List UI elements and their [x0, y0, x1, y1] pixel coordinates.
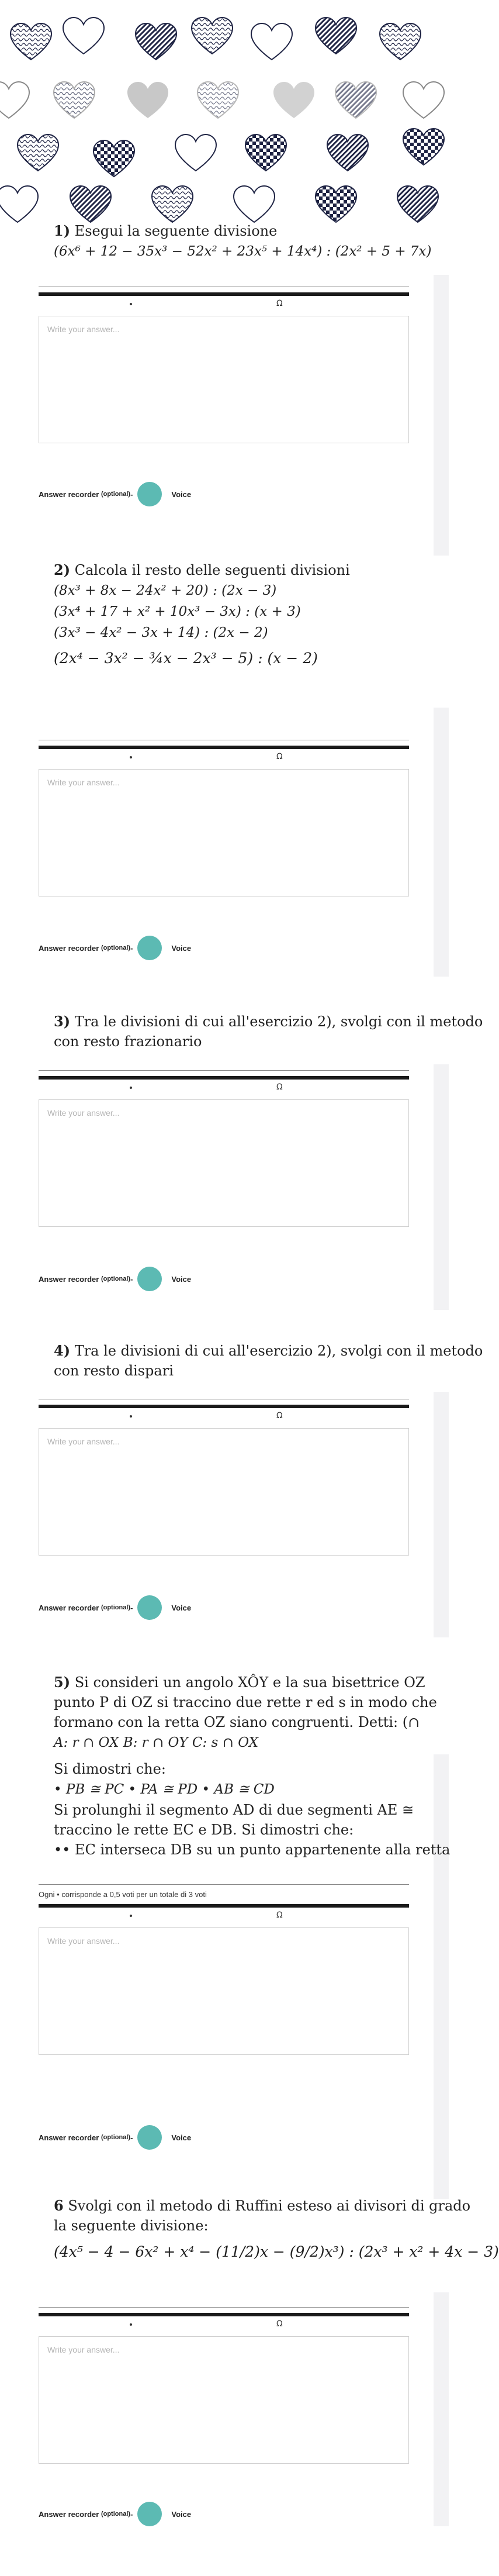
side-panel: [434, 2292, 449, 2526]
answer-input[interactable]: [39, 316, 409, 443]
hearts-pattern: [0, 0, 449, 196]
question-6: 6 Svolgi con il metodo di Ruffini esteso ai divisori di grado la seguente divisione: (4x⁵ − 4 − 6x² + x⁴ − (11/2)x − (9/2)x³) : (2x³ + x² + 4x − 3): [54, 2197, 499, 2260]
voice-label: Voice: [171, 489, 192, 499]
answer-editor-1: [39, 292, 409, 443]
heart-icon: [136, 23, 176, 60]
question-4: 4) Tra le divisioni di cui all'esercizio 2), svolgi con il metodo con resto dispari: [54, 1342, 483, 1379]
heart-icon: [380, 23, 421, 60]
side-panel: [434, 708, 449, 977]
side-panel: [434, 1392, 449, 1637]
special-characters-button[interactable]: Ω: [276, 1082, 283, 1092]
answer-recorder: Answer recorder (optional) - Voice: [39, 2125, 191, 2150]
editor-toolbar: [39, 2313, 409, 2337]
answer-recorder: Answer recorder (optional) - Voice: [39, 936, 191, 960]
editor-toolbar: [39, 1405, 409, 1429]
heart-icon: [316, 18, 356, 54]
heart-icon: [175, 135, 216, 171]
answer-recorder: Answer recorder (optional) - Voice: [39, 1267, 191, 1291]
math-expression: (8x³ + 8x − 24x² + 20) : (2x − 3): [54, 583, 277, 598]
bullet-list-button[interactable]: [130, 756, 132, 758]
voice-record-button[interactable]: [137, 1267, 162, 1291]
math-expression: (3x³ − 4x² − 3x + 14) : (2x − 2): [54, 625, 268, 640]
heart-icon: [0, 82, 29, 118]
special-characters-button[interactable]: Ω: [276, 299, 283, 308]
answer-editor-3: [39, 1076, 409, 1227]
question-number: 1): [54, 222, 71, 239]
question-title: Calcola il resto delle seguenti divisioni: [74, 562, 350, 578]
voice-record-button[interactable]: [137, 1595, 162, 1620]
answer-input[interactable]: Write your answer...: [39, 1100, 409, 1227]
heart-icon: [127, 82, 168, 118]
voice-record-button[interactable]: [137, 936, 162, 960]
bullet-list-button[interactable]: [130, 303, 132, 305]
heart-icon: [93, 140, 134, 177]
heart-icon: [273, 82, 314, 118]
scoring-note: Ogni • corrisponde a 0,5 voti per un totale di 3 voti: [39, 1890, 207, 1899]
voice-record-button[interactable]: [137, 2502, 162, 2526]
math-expression: (2x⁴ − 3x² − ¾x − 2x³ − 5) : (x − 2): [54, 650, 318, 667]
answer-recorder: Answer recorder (optional) - Voice: [39, 482, 191, 506]
heart-icon: [327, 135, 368, 171]
answer-editor-6: [39, 2313, 409, 2464]
answer-recorder: Answer recorder (optional) - Voice: [39, 1595, 191, 1620]
editor-toolbar: [39, 746, 409, 770]
heart-icon: [11, 23, 51, 60]
heart-icon: [54, 82, 95, 118]
question-3: 3) Tra le divisioni di cui all'esercizio 2), svolgi con il metodo con resto frazionario: [54, 1013, 483, 1050]
voice-record-button[interactable]: [137, 2125, 162, 2150]
question-1: [54, 221, 449, 262]
side-panel: [434, 1064, 449, 1310]
bullet-list-button[interactable]: [130, 1087, 132, 1089]
bullet-list-button[interactable]: [130, 1915, 132, 1917]
answer-recorder: Answer recorder (optional) - Voice: [39, 2502, 191, 2526]
special-characters-button[interactable]: Ω: [276, 1411, 283, 1420]
answer-placeholder: Write your answer...: [47, 325, 120, 334]
answer-editor-4: [39, 1405, 409, 1556]
special-characters-button[interactable]: Ω: [276, 2319, 283, 2329]
editor-toolbar: [39, 292, 409, 316]
heart-icon: [197, 82, 238, 118]
side-panel: [434, 275, 449, 556]
heart-icon: [403, 82, 444, 118]
question-title: Esegui la seguente divisione: [74, 223, 278, 239]
special-characters-button[interactable]: Ω: [276, 1911, 283, 1920]
answer-input[interactable]: Write your answer...: [39, 2337, 409, 2464]
heart-icon: [63, 18, 104, 54]
answer-input[interactable]: Write your answer...: [39, 1928, 409, 2055]
math-expression: (6x⁶ + 12 − 35x³ − 52x² + 23x⁵ + 14x⁴) : (2x² + 5 + 7x): [54, 244, 432, 259]
heart-icon: [192, 18, 233, 54]
header-banner: [0, 0, 449, 196]
voice-record-button[interactable]: [137, 482, 162, 506]
heart-icon: [245, 135, 286, 171]
heart-icon: [335, 82, 376, 118]
editor-toolbar: [39, 1904, 409, 1928]
special-characters-button[interactable]: Ω: [276, 752, 283, 761]
question-2: 2) Calcola il resto delle seguenti divisioni (8x³ + 8x − 24x² + 20) : (2x − 3) (3x⁴ + 17 + x² + 10x³ − 3x) : (x + 3) (3x³ − 4x² − 3x + 14) : (2x − 2) (2x⁴ − 3x² − ¾x − 2x³ − 5) : (x − 2): [54, 560, 449, 669]
answer-input[interactable]: Write your answer...: [39, 1429, 409, 1556]
question-5: 5) Si consideri un angolo XÔY e la sua bisettrice OZ punto P di OZ si traccino due rette r ed s in modo che formano con la retta OZ siano congruenti. Detti: (∩ A: r ∩ OX B: r ∩ OY C: s ∩ OX Si dimostri che: • PB ≅ PC • PA ≅ PD • AB ≅ CD Si prolunghi il segmento AD di due segmenti AE ≅ traccino le rette EC e DB. Si dimostri che: •• EC interseca DB su un punto appartenente alla retta: [54, 1674, 451, 1858]
heart-icon: [251, 23, 292, 60]
answer-editor-2: [39, 746, 409, 896]
bullet-list-button[interactable]: [130, 1415, 132, 1418]
editor-toolbar: [39, 1076, 409, 1100]
bullet-list-button[interactable]: [130, 2323, 132, 2326]
answer-editor-5: [39, 1904, 409, 2055]
answer-input[interactable]: Write your answer...: [39, 770, 409, 896]
math-expression: (3x⁴ + 17 + x² + 10x³ − 3x) : (x + 3): [54, 604, 301, 619]
heart-icon: [403, 129, 444, 165]
heart-icon: [18, 135, 58, 171]
recorder-label: Answer recorder: [39, 489, 99, 499]
